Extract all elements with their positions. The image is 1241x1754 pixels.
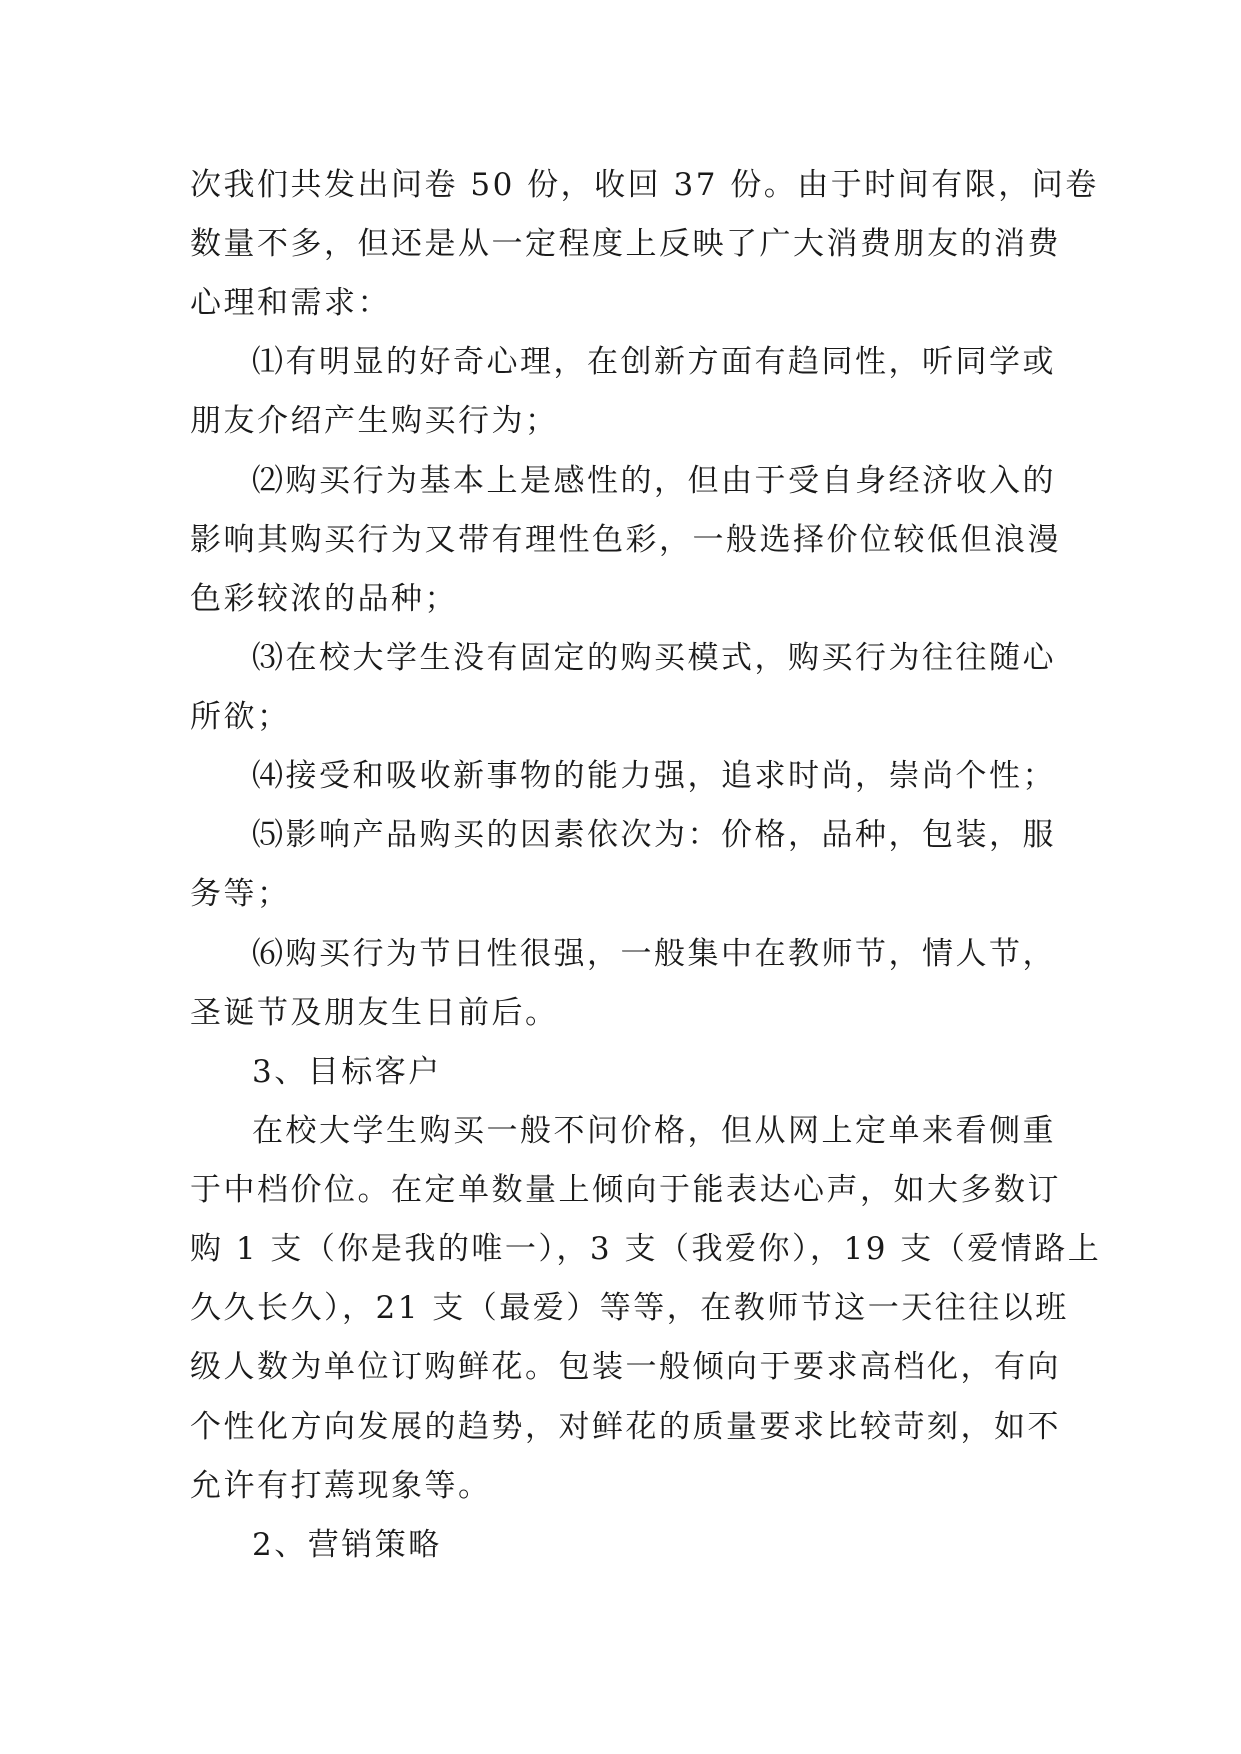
section-heading-target-customers: 3、目标客户 bbox=[252, 1054, 442, 1090]
body-text-line: 朋友介绍产生购买行为； bbox=[190, 403, 559, 439]
body-text-line: 色彩较浓的品种； bbox=[190, 581, 458, 617]
body-text-line: 级人数为单位订购鲜花。包装一般倾向于要求高档化，有向 bbox=[190, 1349, 1061, 1385]
body-text-line: 圣诞节及朋友生日前后。 bbox=[190, 995, 559, 1031]
body-text-line: 在校大学生购买一般不问价格，但从网上定单来看侧重 bbox=[252, 1113, 1056, 1149]
body-text-line: 久久长久），21 支（最爱）等等，在教师节这一天往往以班 bbox=[190, 1290, 1069, 1326]
body-text-line: 影响其购买行为又带有理性色彩，一般选择价位较低但浪漫 bbox=[190, 522, 1061, 558]
list-item-4: ⑷接受和吸收新事物的能力强，追求时尚，崇尚个性； bbox=[252, 758, 1056, 794]
list-item-6: ⑹购买行为节日性很强，一般集中在教师节，情人节， bbox=[252, 936, 1056, 972]
body-text-line: 购 1 支（你是我的唯一），3 支（我爱你），19 支（爱情路上 bbox=[190, 1231, 1102, 1267]
body-text-line: 个性化方向发展的趋势，对鲜花的质量要求比较苛刻，如不 bbox=[190, 1409, 1061, 1445]
body-text-line: 次我们共发出问卷 50 份，收回 37 份。由于时间有限，问卷 bbox=[190, 167, 1099, 203]
body-text-line: 允许有打蔫现象等。 bbox=[190, 1468, 492, 1504]
section-heading-marketing-strategy: 2、营销策略 bbox=[252, 1527, 442, 1563]
body-text-line: 数量不多，但还是从一定程度上反映了广大消费朋友的消费 bbox=[190, 226, 1061, 262]
body-text-line: 于中档价位。在定单数量上倾向于能表达心声，如大多数订 bbox=[190, 1172, 1061, 1208]
body-text-line: 所欲； bbox=[190, 699, 291, 735]
list-item-1: ⑴有明显的好奇心理，在创新方面有趋同性，听同学或 bbox=[252, 344, 1056, 380]
list-item-3: ⑶在校大学生没有固定的购买模式，购买行为往往随心 bbox=[252, 640, 1056, 676]
body-text-line: 务等； bbox=[190, 876, 291, 912]
list-item-5: ⑸影响产品购买的因素依次为：价格，品种，包装，服 bbox=[252, 817, 1056, 853]
list-item-2: ⑵购买行为基本上是感性的，但由于受自身经济收入的 bbox=[252, 463, 1056, 499]
body-text-line: 心理和需求： bbox=[190, 285, 391, 321]
